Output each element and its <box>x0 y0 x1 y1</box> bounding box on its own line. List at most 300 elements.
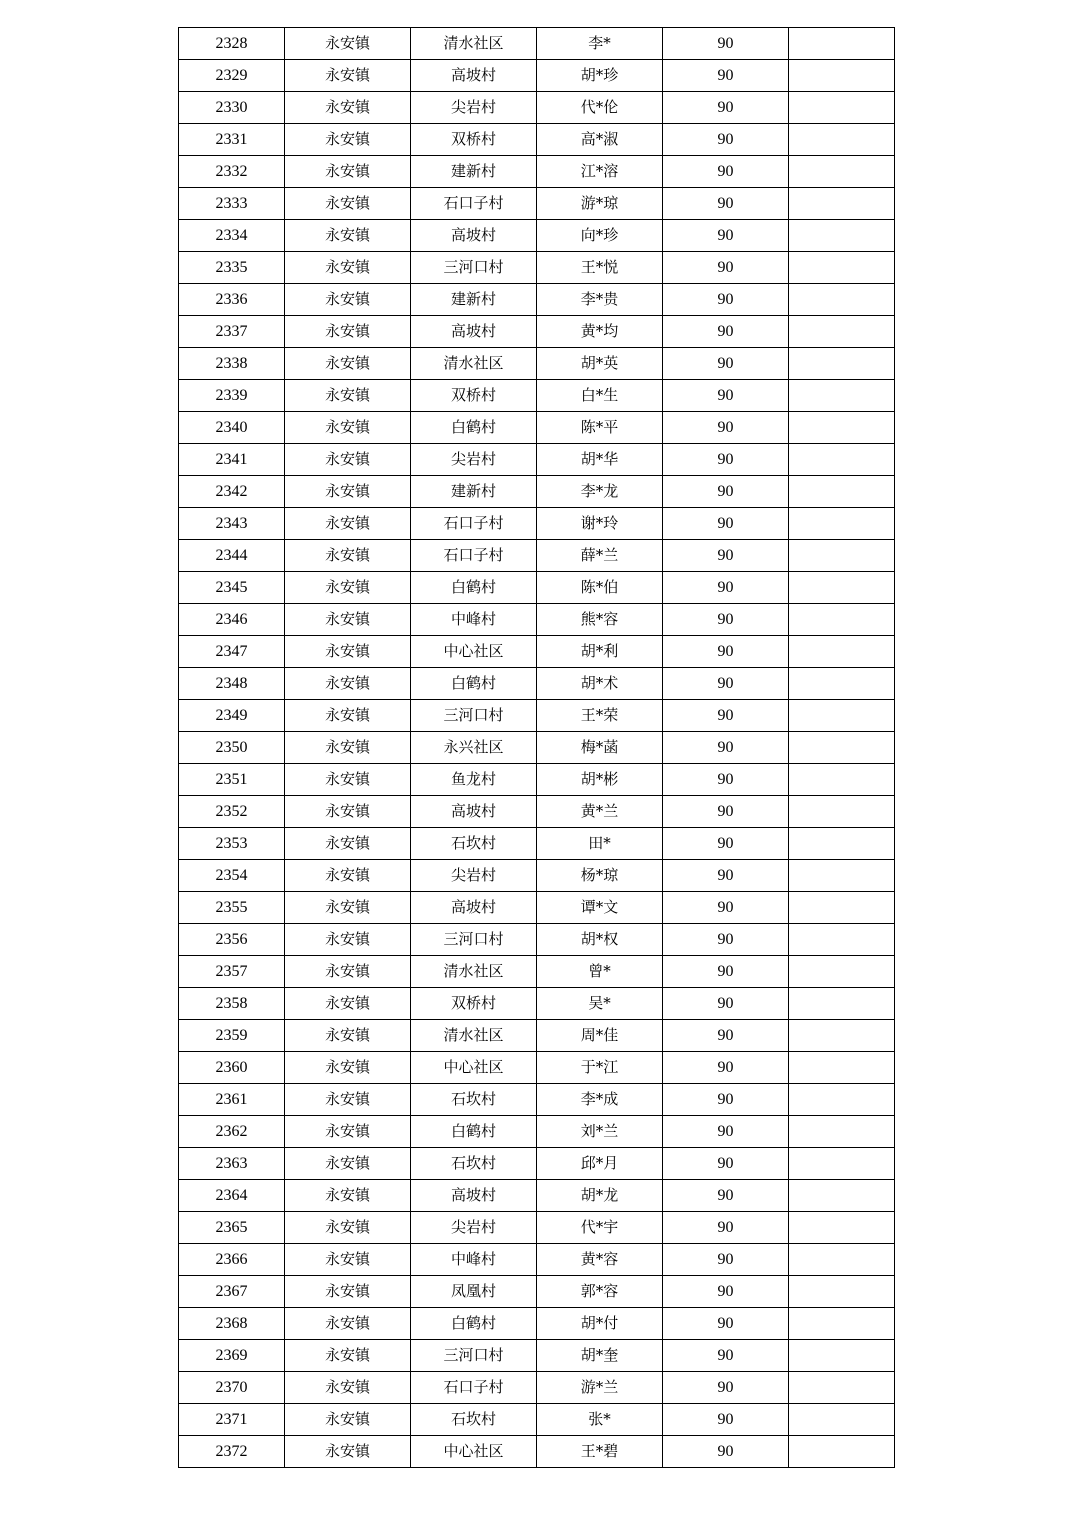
table-row <box>179 284 895 316</box>
table-row <box>179 828 895 860</box>
remark-cell <box>789 1372 895 1404</box>
name-cell: 胡*彬 <box>537 764 663 796</box>
town-cell: 永安镇 <box>285 1020 411 1052</box>
name-cell: 胡*术 <box>537 668 663 700</box>
serial-number-cell: 2366 <box>179 1244 285 1276</box>
serial-number-cell: 2371 <box>179 1404 285 1436</box>
amount-cell: 90 <box>663 540 789 572</box>
village-cell: 鱼龙村 <box>411 764 537 796</box>
name-cell: 于*江 <box>537 1052 663 1084</box>
remark-cell <box>789 1308 895 1340</box>
remark-cell <box>789 412 895 444</box>
amount-cell: 90 <box>663 828 789 860</box>
amount-cell: 90 <box>663 92 789 124</box>
name-cell: 陈*伯 <box>537 572 663 604</box>
remark-cell <box>789 348 895 380</box>
name-cell: 向*珍 <box>537 220 663 252</box>
town-cell: 永安镇 <box>285 860 411 892</box>
village-cell: 尖岩村 <box>411 92 537 124</box>
serial-number-cell: 2353 <box>179 828 285 860</box>
serial-number-cell: 2370 <box>179 1372 285 1404</box>
table-row <box>179 1084 895 1116</box>
town-cell: 永安镇 <box>285 1180 411 1212</box>
serial-number-cell: 2369 <box>179 1340 285 1372</box>
remark-cell <box>789 252 895 284</box>
village-cell: 中心社区 <box>411 636 537 668</box>
remark-cell <box>789 860 895 892</box>
amount-cell: 90 <box>663 1116 789 1148</box>
town-cell: 永安镇 <box>285 1276 411 1308</box>
table-row <box>179 316 895 348</box>
village-cell: 白鹤村 <box>411 572 537 604</box>
serial-number-cell: 2372 <box>179 1436 285 1468</box>
amount-cell: 90 <box>663 1340 789 1372</box>
village-cell: 三河口村 <box>411 1340 537 1372</box>
remark-cell <box>789 1436 895 1468</box>
village-cell: 清水社区 <box>411 956 537 988</box>
serial-number-cell: 2330 <box>179 92 285 124</box>
name-cell: 游*琼 <box>537 188 663 220</box>
town-cell: 永安镇 <box>285 636 411 668</box>
serial-number-cell: 2340 <box>179 412 285 444</box>
town-cell: 永安镇 <box>285 92 411 124</box>
amount-cell: 90 <box>663 348 789 380</box>
town-cell: 永安镇 <box>285 1148 411 1180</box>
amount-cell: 90 <box>663 732 789 764</box>
serial-number-cell: 2354 <box>179 860 285 892</box>
remark-cell <box>789 284 895 316</box>
village-cell: 白鹤村 <box>411 1308 537 1340</box>
table-row <box>179 1404 895 1436</box>
remark-cell <box>789 124 895 156</box>
town-cell: 永安镇 <box>285 1436 411 1468</box>
remark-cell <box>789 60 895 92</box>
village-cell: 高坡村 <box>411 60 537 92</box>
town-cell: 永安镇 <box>285 828 411 860</box>
village-cell: 石口子村 <box>411 540 537 572</box>
table-row <box>179 540 895 572</box>
amount-cell: 90 <box>663 892 789 924</box>
table-row <box>179 1340 895 1372</box>
remark-cell <box>789 700 895 732</box>
table-row <box>179 412 895 444</box>
village-cell: 双桥村 <box>411 380 537 412</box>
name-cell: 胡*英 <box>537 348 663 380</box>
table-row <box>179 380 895 412</box>
name-cell: 邱*月 <box>537 1148 663 1180</box>
amount-cell: 90 <box>663 316 789 348</box>
name-cell: 胡*奎 <box>537 1340 663 1372</box>
town-cell: 永安镇 <box>285 220 411 252</box>
remark-cell <box>789 540 895 572</box>
town-cell: 永安镇 <box>285 156 411 188</box>
serial-number-cell: 2333 <box>179 188 285 220</box>
table-row <box>179 572 895 604</box>
village-cell: 白鹤村 <box>411 1116 537 1148</box>
serial-number-cell: 2347 <box>179 636 285 668</box>
name-cell: 胡*权 <box>537 924 663 956</box>
town-cell: 永安镇 <box>285 668 411 700</box>
village-cell: 高坡村 <box>411 1180 537 1212</box>
name-cell: 周*佳 <box>537 1020 663 1052</box>
name-cell: 李*成 <box>537 1084 663 1116</box>
remark-cell <box>789 796 895 828</box>
table-row <box>179 988 895 1020</box>
remark-cell <box>789 28 895 60</box>
remark-cell <box>789 1148 895 1180</box>
serial-number-cell: 2343 <box>179 508 285 540</box>
name-cell: 李*龙 <box>537 476 663 508</box>
remark-cell <box>789 1244 895 1276</box>
table-row <box>179 764 895 796</box>
serial-number-cell: 2335 <box>179 252 285 284</box>
remark-cell <box>789 828 895 860</box>
town-cell: 永安镇 <box>285 1052 411 1084</box>
name-cell: 黄*容 <box>537 1244 663 1276</box>
table-row <box>179 892 895 924</box>
remark-cell <box>789 444 895 476</box>
serial-number-cell: 2365 <box>179 1212 285 1244</box>
name-cell: 代*伦 <box>537 92 663 124</box>
amount-cell: 90 <box>663 1180 789 1212</box>
town-cell: 永安镇 <box>285 764 411 796</box>
amount-cell: 90 <box>663 156 789 188</box>
table-row <box>179 1212 895 1244</box>
name-cell: 胡*珍 <box>537 60 663 92</box>
remark-cell <box>789 956 895 988</box>
name-cell: 代*宇 <box>537 1212 663 1244</box>
name-cell: 梅*菡 <box>537 732 663 764</box>
table-row <box>179 124 895 156</box>
village-cell: 石坎村 <box>411 828 537 860</box>
name-cell: 薛*兰 <box>537 540 663 572</box>
table-row <box>179 860 895 892</box>
amount-cell: 90 <box>663 1404 789 1436</box>
village-cell: 中峰村 <box>411 604 537 636</box>
town-cell: 永安镇 <box>285 476 411 508</box>
remark-cell <box>789 220 895 252</box>
serial-number-cell: 2344 <box>179 540 285 572</box>
village-cell: 尖岩村 <box>411 860 537 892</box>
serial-number-cell: 2363 <box>179 1148 285 1180</box>
serial-number-cell: 2329 <box>179 60 285 92</box>
name-cell: 谢*玲 <box>537 508 663 540</box>
table-row <box>179 1308 895 1340</box>
remark-cell <box>789 1052 895 1084</box>
village-cell: 中心社区 <box>411 1436 537 1468</box>
amount-cell: 90 <box>663 220 789 252</box>
village-cell: 清水社区 <box>411 348 537 380</box>
table-row <box>179 1436 895 1468</box>
amount-cell: 90 <box>663 1020 789 1052</box>
town-cell: 永安镇 <box>285 1308 411 1340</box>
village-cell: 石坎村 <box>411 1084 537 1116</box>
amount-cell: 90 <box>663 1084 789 1116</box>
town-cell: 永安镇 <box>285 1084 411 1116</box>
town-cell: 永安镇 <box>285 380 411 412</box>
remark-cell <box>789 380 895 412</box>
town-cell: 永安镇 <box>285 124 411 156</box>
serial-number-cell: 2328 <box>179 28 285 60</box>
table-row <box>179 1180 895 1212</box>
amount-cell: 90 <box>663 252 789 284</box>
table-row <box>179 1116 895 1148</box>
village-cell: 中心社区 <box>411 1052 537 1084</box>
data-table <box>178 27 895 1468</box>
amount-cell: 90 <box>663 60 789 92</box>
name-cell: 王*碧 <box>537 1436 663 1468</box>
serial-number-cell: 2360 <box>179 1052 285 1084</box>
amount-cell: 90 <box>663 284 789 316</box>
remark-cell <box>789 764 895 796</box>
name-cell: 张* <box>537 1404 663 1436</box>
table-row <box>179 1052 895 1084</box>
town-cell: 永安镇 <box>285 60 411 92</box>
amount-cell: 90 <box>663 924 789 956</box>
town-cell: 永安镇 <box>285 732 411 764</box>
town-cell: 永安镇 <box>285 1212 411 1244</box>
serial-number-cell: 2336 <box>179 284 285 316</box>
remark-cell <box>789 188 895 220</box>
town-cell: 永安镇 <box>285 796 411 828</box>
amount-cell: 90 <box>663 796 789 828</box>
serial-number-cell: 2362 <box>179 1116 285 1148</box>
name-cell: 黄*兰 <box>537 796 663 828</box>
amount-cell: 90 <box>663 476 789 508</box>
amount-cell: 90 <box>663 956 789 988</box>
name-cell: 江*溶 <box>537 156 663 188</box>
town-cell: 永安镇 <box>285 508 411 540</box>
town-cell: 永安镇 <box>285 284 411 316</box>
name-cell: 陈*平 <box>537 412 663 444</box>
remark-cell <box>789 1276 895 1308</box>
town-cell: 永安镇 <box>285 412 411 444</box>
village-cell: 高坡村 <box>411 220 537 252</box>
town-cell: 永安镇 <box>285 316 411 348</box>
name-cell: 李*贵 <box>537 284 663 316</box>
name-cell: 田* <box>537 828 663 860</box>
remark-cell <box>789 924 895 956</box>
town-cell: 永安镇 <box>285 1244 411 1276</box>
table-row <box>179 60 895 92</box>
remark-cell <box>789 604 895 636</box>
town-cell: 永安镇 <box>285 988 411 1020</box>
amount-cell: 90 <box>663 1308 789 1340</box>
serial-number-cell: 2345 <box>179 572 285 604</box>
serial-number-cell: 2361 <box>179 1084 285 1116</box>
remark-cell <box>789 636 895 668</box>
table-row <box>179 220 895 252</box>
table-row <box>179 444 895 476</box>
town-cell: 永安镇 <box>285 1340 411 1372</box>
table-row <box>179 1148 895 1180</box>
name-cell: 李* <box>537 28 663 60</box>
table-row <box>179 1372 895 1404</box>
serial-number-cell: 2342 <box>179 476 285 508</box>
table-row <box>179 28 895 60</box>
serial-number-cell: 2332 <box>179 156 285 188</box>
remark-cell <box>789 668 895 700</box>
amount-cell: 90 <box>663 668 789 700</box>
amount-cell: 90 <box>663 380 789 412</box>
table-row <box>179 796 895 828</box>
town-cell: 永安镇 <box>285 540 411 572</box>
village-cell: 凤凰村 <box>411 1276 537 1308</box>
name-cell: 高*淑 <box>537 124 663 156</box>
village-cell: 双桥村 <box>411 124 537 156</box>
serial-number-cell: 2355 <box>179 892 285 924</box>
village-cell: 白鹤村 <box>411 668 537 700</box>
village-cell: 石口子村 <box>411 508 537 540</box>
name-cell: 黄*均 <box>537 316 663 348</box>
serial-number-cell: 2358 <box>179 988 285 1020</box>
serial-number-cell: 2356 <box>179 924 285 956</box>
serial-number-cell: 2359 <box>179 1020 285 1052</box>
table-row <box>179 508 895 540</box>
name-cell: 白*生 <box>537 380 663 412</box>
amount-cell: 90 <box>663 1436 789 1468</box>
remark-cell <box>789 508 895 540</box>
amount-cell: 90 <box>663 1276 789 1308</box>
village-cell: 白鹤村 <box>411 412 537 444</box>
name-cell: 刘*兰 <box>537 1116 663 1148</box>
village-cell: 三河口村 <box>411 252 537 284</box>
serial-number-cell: 2367 <box>179 1276 285 1308</box>
village-cell: 三河口村 <box>411 700 537 732</box>
village-cell: 建新村 <box>411 156 537 188</box>
town-cell: 永安镇 <box>285 956 411 988</box>
village-cell: 石口子村 <box>411 188 537 220</box>
town-cell: 永安镇 <box>285 28 411 60</box>
serial-number-cell: 2351 <box>179 764 285 796</box>
table-row <box>179 604 895 636</box>
amount-cell: 90 <box>663 1052 789 1084</box>
serial-number-cell: 2352 <box>179 796 285 828</box>
village-cell: 尖岩村 <box>411 444 537 476</box>
amount-cell: 90 <box>663 1244 789 1276</box>
table-row <box>179 348 895 380</box>
table-row <box>179 636 895 668</box>
name-cell: 王*悦 <box>537 252 663 284</box>
village-cell: 清水社区 <box>411 1020 537 1052</box>
village-cell: 高坡村 <box>411 796 537 828</box>
remark-cell <box>789 988 895 1020</box>
amount-cell: 90 <box>663 508 789 540</box>
village-cell: 建新村 <box>411 284 537 316</box>
name-cell: 曾* <box>537 956 663 988</box>
village-cell: 清水社区 <box>411 28 537 60</box>
town-cell: 永安镇 <box>285 348 411 380</box>
remark-cell <box>789 156 895 188</box>
table-row <box>179 668 895 700</box>
town-cell: 永安镇 <box>285 572 411 604</box>
table-row <box>179 732 895 764</box>
remark-cell <box>789 1212 895 1244</box>
remark-cell <box>789 1020 895 1052</box>
serial-number-cell: 2338 <box>179 348 285 380</box>
village-cell: 高坡村 <box>411 892 537 924</box>
remark-cell <box>789 1116 895 1148</box>
name-cell: 胡*龙 <box>537 1180 663 1212</box>
village-cell: 永兴社区 <box>411 732 537 764</box>
town-cell: 永安镇 <box>285 924 411 956</box>
amount-cell: 90 <box>663 700 789 732</box>
remark-cell <box>789 892 895 924</box>
name-cell: 杨*琼 <box>537 860 663 892</box>
name-cell: 王*荣 <box>537 700 663 732</box>
name-cell: 胡*利 <box>537 636 663 668</box>
name-cell: 胡*付 <box>537 1308 663 1340</box>
town-cell: 永安镇 <box>285 444 411 476</box>
village-cell: 高坡村 <box>411 316 537 348</box>
table-row <box>179 1020 895 1052</box>
amount-cell: 90 <box>663 124 789 156</box>
village-cell: 尖岩村 <box>411 1212 537 1244</box>
serial-number-cell: 2364 <box>179 1180 285 1212</box>
serial-number-cell: 2350 <box>179 732 285 764</box>
amount-cell: 90 <box>663 188 789 220</box>
village-cell: 石坎村 <box>411 1148 537 1180</box>
table-row <box>179 188 895 220</box>
serial-number-cell: 2339 <box>179 380 285 412</box>
serial-number-cell: 2331 <box>179 124 285 156</box>
amount-cell: 90 <box>663 572 789 604</box>
amount-cell: 90 <box>663 1212 789 1244</box>
table-body <box>179 28 895 1468</box>
town-cell: 永安镇 <box>285 1116 411 1148</box>
table-row <box>179 956 895 988</box>
remark-cell <box>789 1180 895 1212</box>
table-row <box>179 700 895 732</box>
name-cell: 游*兰 <box>537 1372 663 1404</box>
serial-number-cell: 2334 <box>179 220 285 252</box>
village-cell: 双桥村 <box>411 988 537 1020</box>
table-row <box>179 1276 895 1308</box>
serial-number-cell: 2346 <box>179 604 285 636</box>
name-cell: 郭*容 <box>537 1276 663 1308</box>
amount-cell: 90 <box>663 988 789 1020</box>
amount-cell: 90 <box>663 444 789 476</box>
amount-cell: 90 <box>663 636 789 668</box>
amount-cell: 90 <box>663 604 789 636</box>
town-cell: 永安镇 <box>285 700 411 732</box>
town-cell: 永安镇 <box>285 892 411 924</box>
town-cell: 永安镇 <box>285 188 411 220</box>
town-cell: 永安镇 <box>285 1372 411 1404</box>
town-cell: 永安镇 <box>285 1404 411 1436</box>
remark-cell <box>789 92 895 124</box>
village-cell: 建新村 <box>411 476 537 508</box>
amount-cell: 90 <box>663 860 789 892</box>
serial-number-cell: 2348 <box>179 668 285 700</box>
amount-cell: 90 <box>663 764 789 796</box>
serial-number-cell: 2368 <box>179 1308 285 1340</box>
name-cell: 熊*容 <box>537 604 663 636</box>
table-row <box>179 156 895 188</box>
name-cell: 胡*华 <box>537 444 663 476</box>
amount-cell: 90 <box>663 1148 789 1180</box>
amount-cell: 90 <box>663 1372 789 1404</box>
serial-number-cell: 2357 <box>179 956 285 988</box>
remark-cell <box>789 1084 895 1116</box>
amount-cell: 90 <box>663 412 789 444</box>
serial-number-cell: 2349 <box>179 700 285 732</box>
table-row <box>179 252 895 284</box>
village-cell: 石口子村 <box>411 1372 537 1404</box>
town-cell: 永安镇 <box>285 252 411 284</box>
serial-number-cell: 2337 <box>179 316 285 348</box>
amount-cell: 90 <box>663 28 789 60</box>
